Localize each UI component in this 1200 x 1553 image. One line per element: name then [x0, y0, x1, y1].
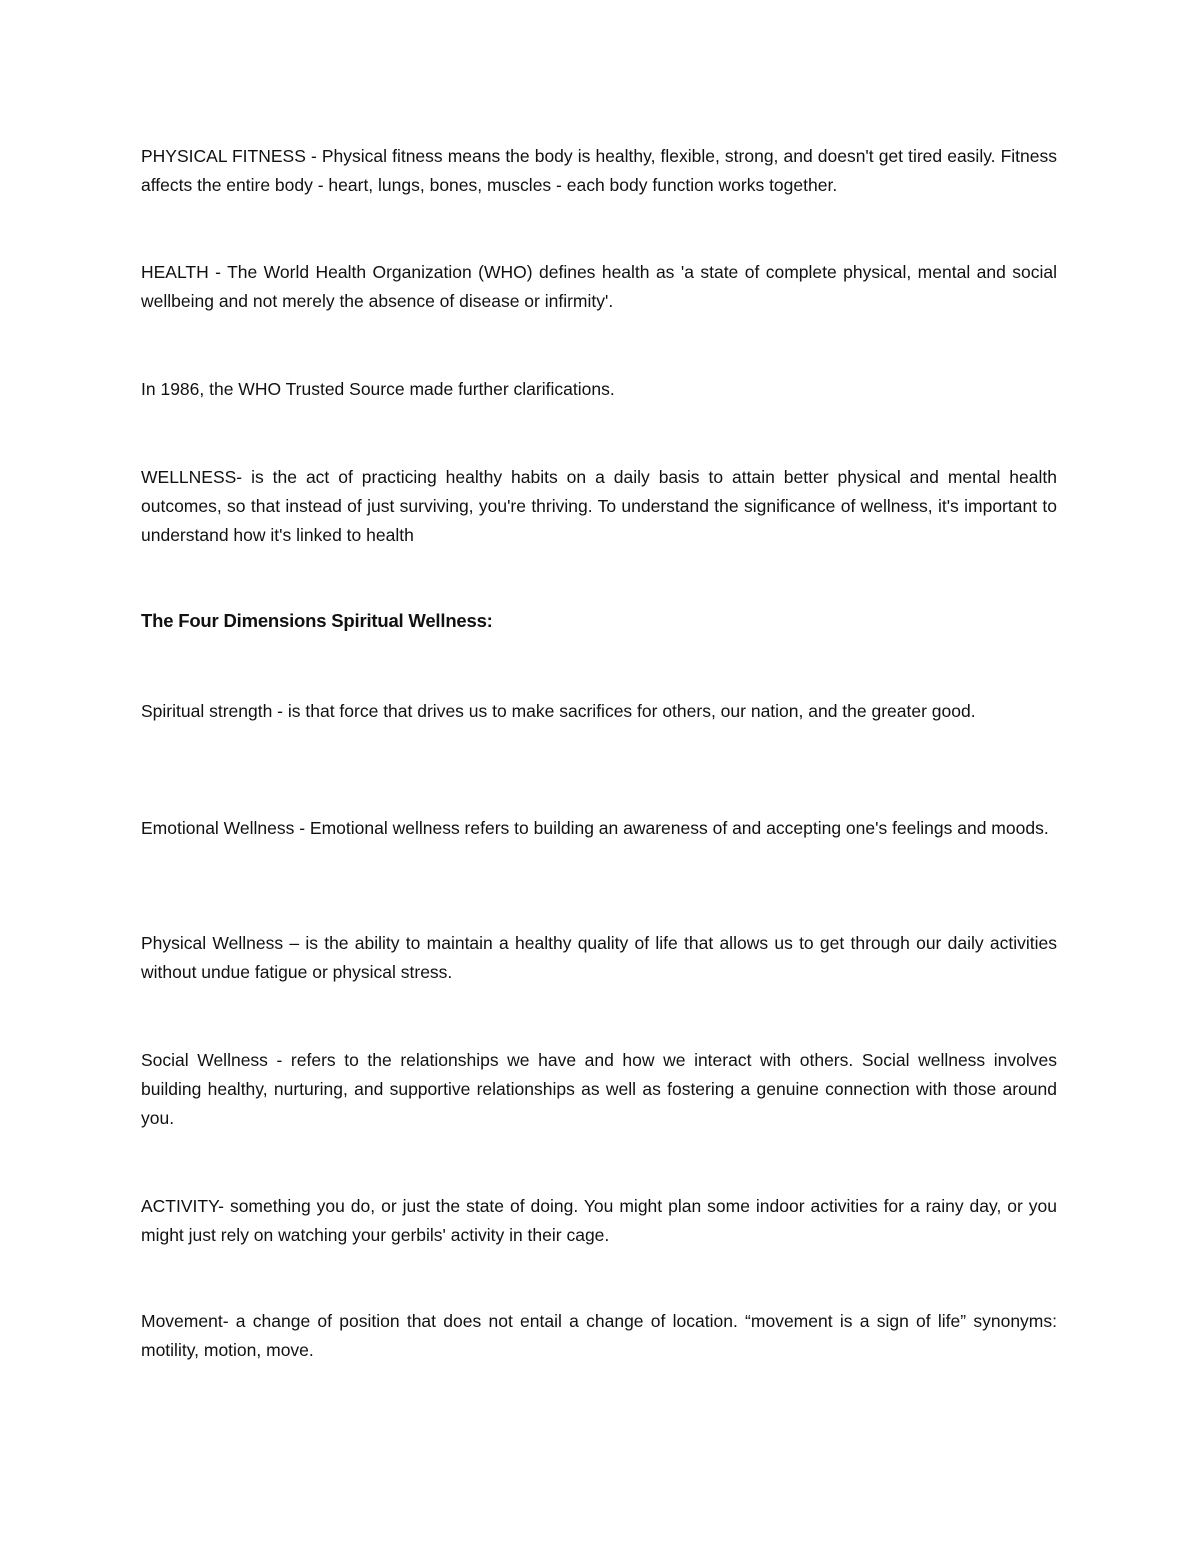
paragraph-activity: ACTIVITY- something you do, or just the state of doing. You might plan some indoor activities for a rainy day, or you might just rely on watching your gerbils' activity in their cage. — [141, 1196, 1057, 1245]
paragraph-wellness: WELLNESS- is the act of practicing healthy habits on a daily basis to attain better physical and mental health outcomes, so that instead of just surviving, you're thriving. To understand the significance of wellness, it's important to understand how it's linked to health — [141, 467, 1057, 545]
paragraph-health: HEALTH - The World Health Organization (WHO) defines health as 'a state of complete physical, mental and social wellbeing and not merely the absence of disease or infirmity'. — [141, 262, 1057, 311]
paragraph-physical-wellness: Physical Wellness – is the ability to maintain a healthy quality of life that allows us to get through our daily activities without undue fatigue or physical stress. — [141, 933, 1057, 982]
paragraph-emotional-wellness: Emotional Wellness - Emotional wellness refers to building an awareness of and accepting one's feelings and moods. — [141, 818, 1049, 838]
paragraph-who-1986: In 1986, the WHO Trusted Source made further clarifications. — [141, 379, 615, 399]
paragraph-movement: Movement- a change of position that does not entail a change of location. “movement is a sign of life” synonyms: motility, motion, move. — [141, 1311, 1057, 1360]
paragraph-spiritual-strength: Spiritual strength - is that force that drives us to make sacrifices for others, our nation, and the greater good. — [141, 701, 976, 721]
heading-four-dimensions: The Four Dimensions Spiritual Wellness: — [141, 610, 493, 631]
paragraph-physical-fitness: PHYSICAL FITNESS - Physical fitness means the body is healthy, flexible, strong, and doesn't get tired easily. Fitness affects the entire body - heart, lungs, bones, muscles - each body function works together. — [141, 146, 1057, 195]
paragraph-social-wellness: Social Wellness - refers to the relationships we have and how we interact with others. Social wellness involves building healthy, nurturing, and supportive relationships as well as fostering a genuine connection with those around you. — [141, 1050, 1057, 1128]
